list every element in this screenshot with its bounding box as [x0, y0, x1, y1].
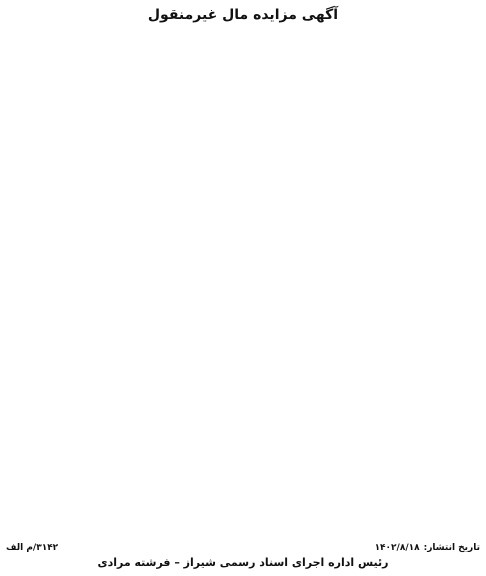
- reference-code: ۳۱۴۲/م الف: [6, 543, 59, 553]
- notice-title: آگهی مزایده مال غیرمنقول: [147, 7, 339, 23]
- publish-date: ۱۴۰۲/۸/۱۸: [374, 543, 420, 553]
- publish-date-group: [375, 541, 480, 555]
- publish-date-label: تاریخ انتشار:: [423, 543, 480, 553]
- notice-body: [6, 28, 480, 536]
- notice-footer: [6, 536, 480, 576]
- publish-meta-row: [6, 541, 480, 555]
- signature: رئیس اداره اجرای اسناد رسمی شیراز – فرشته مرادی: [97, 556, 389, 569]
